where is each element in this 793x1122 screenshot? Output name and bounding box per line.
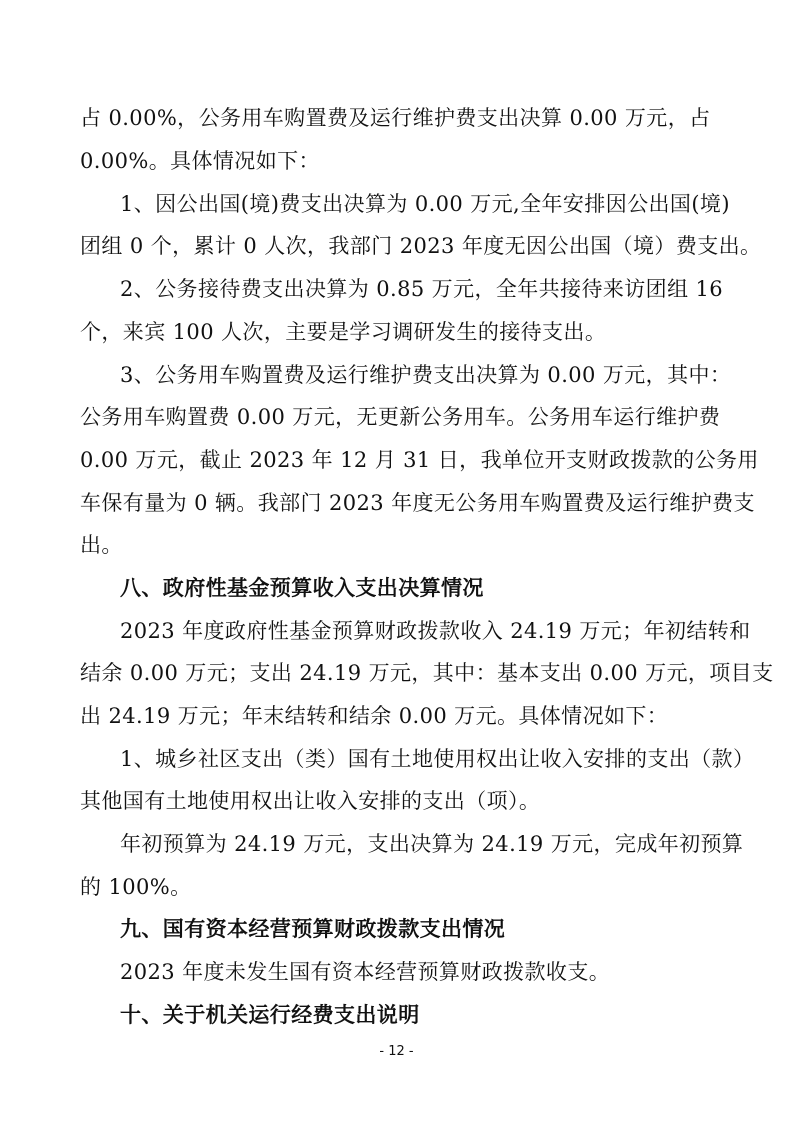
paragraph-line: 1、城乡社区支出（类）国有土地使用权出让收入安排的支出（款）	[120, 747, 755, 771]
page-number: - 12 -	[379, 1044, 414, 1059]
paragraph-line: 出。	[80, 533, 123, 557]
paragraph-line: 2023 年度政府性基金预算财政拨款收入 24.19 万元；年初结转和	[120, 619, 751, 643]
paragraph-line: 车保有量为 0 辆。我部门 2023 年度无公务用车购置费及运行维护费支	[80, 491, 755, 515]
paragraph-line: 2、公务接待费支出决算为 0.85 万元，全年共接待来访团组 16	[120, 277, 724, 301]
section-heading: 九、国有资本经营预算财政拨款支出情况	[120, 917, 506, 941]
paragraph-line: 其他国有土地使用权出让收入安排的支出（项）。	[80, 789, 541, 813]
paragraph-line: 个，来宾 100 人次，主要是学习调研发生的接待支出。	[80, 320, 607, 344]
paragraph-line: 占 0.00%，公务用车购置费及运行维护费支出决算 0.00 万元，占	[80, 106, 711, 130]
paragraph-line: 的 100%。	[80, 875, 192, 899]
section-heading: 八、政府性基金预算收入支出决算情况	[120, 576, 484, 600]
paragraph-line: 公务用车购置费 0.00 万元，无更新公务用车。公务用车运行维护费	[80, 405, 721, 429]
paragraph-line: 0.00 万元，截止 2023 年 12 月 31 日，我单位开支财政拨款的公务用	[80, 448, 759, 472]
paragraph-line: 2023 年度未发生国有资本经营预算财政拨款收支。	[120, 960, 611, 984]
paragraph-line: 3、公务用车购置费及运行维护费支出决算为 0.00 万元，其中：	[120, 363, 732, 387]
paragraph-line: 团组 0 个，累计 0 人次，我部门 2023 年度无因公出国（境）费支出。	[80, 234, 762, 258]
section-heading: 十、关于机关运行经费支出说明	[120, 1003, 420, 1027]
paragraph-line: 出 24.19 万元；年末结转和结余 0.00 万元。具体情况如下：	[80, 704, 669, 728]
paragraph-line: 0.00%。具体情况如下：	[80, 149, 320, 173]
paragraph-line: 年初预算为 24.19 万元，支出决算为 24.19 万元，完成年初预算	[120, 832, 744, 856]
paragraph-line: 1、因公出国(境)费支出决算为 0.00 万元,全年安排因公出国(境)	[120, 192, 730, 216]
paragraph-line: 结余 0.00 万元；支出 24.19 万元，其中：基本支出 0.00 万元，项目支	[80, 661, 774, 685]
